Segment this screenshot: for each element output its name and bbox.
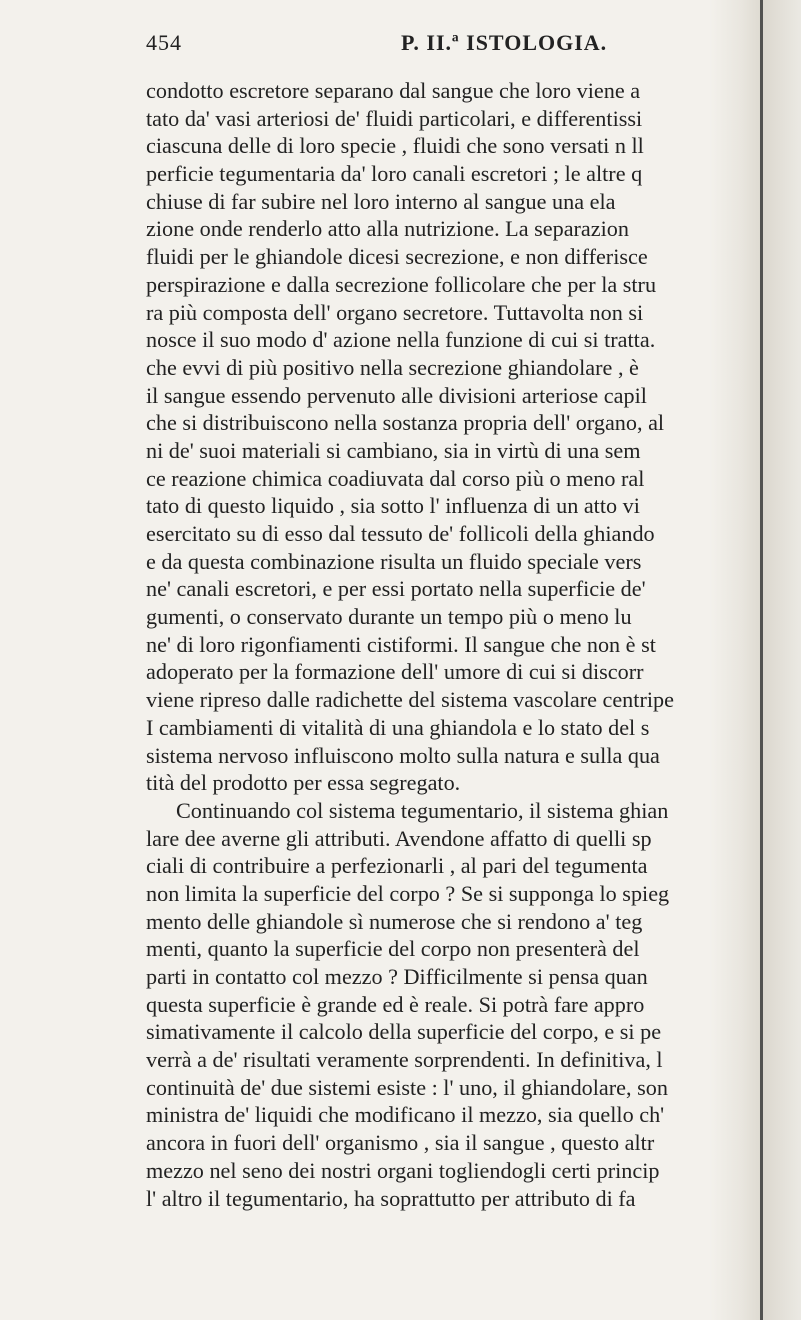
text-line: il sangue essendo pervenuto alle divisioni arteriose capil	[146, 382, 647, 408]
body-text	[146, 77, 758, 1212]
text-line: ni de' suoi materiali si cambiano, sia in virtù di una sem	[146, 437, 641, 463]
text-line: che si distribuiscono nella sostanza propria dell' organo, al	[146, 410, 665, 436]
text-line: adoperato per la formazione dell' umore di cui si discorr	[146, 659, 644, 685]
text-line: gumenti, o conservato durante un tempo più o meno lu	[146, 604, 632, 630]
text-line: verrà a de' risultati veramente sorprendenti. In definitiva, l	[146, 1047, 663, 1073]
text-line: l' altro il tegumentario, ha soprattutto per attributo di fa	[146, 1185, 636, 1211]
text-line: ciascuna delle di loro specie , fluidi che sono versati n ll	[146, 133, 644, 159]
page-header	[146, 30, 766, 64]
text-line: perspirazione e dalla secrezione follicolare che per la stru	[146, 271, 657, 297]
text-line: lare dee averne gli attributi. Avendone affatto di quelli sp	[146, 825, 652, 851]
text-line: chiuse di far subire nel loro interno al sangue una ela	[146, 188, 616, 214]
text-line: menti, quanto la superficie del corpo non presenterà del	[146, 936, 640, 962]
text-line: ministra de' liquidi che modificano il mezzo, sia quello ch'	[146, 1102, 665, 1128]
text-line: tato di questo liquido , sia sotto l' influenza di un atto vi	[146, 493, 640, 519]
text-line: Continuando col sistema tegumentario, il sistema ghian	[176, 797, 669, 823]
page-number: 454	[146, 30, 182, 55]
text-line: non limita la superficie del corpo ? Se si supponga lo spieg	[146, 880, 670, 906]
text-line: mento delle ghiandole sì numerose che si rendono a' teg	[146, 908, 643, 934]
text-line: tato da' vasi arteriosi de' fluidi particolari, e differentissi	[146, 105, 643, 131]
text-line: continuità de' due sistemi esiste : l' uno, il ghiandolare, son	[146, 1074, 668, 1100]
text-line: ne' canali escretori, e per essi portato nella superficie de'	[146, 576, 646, 602]
text-line: I cambiamenti di vitalità di una ghiandola e lo stato del s	[146, 714, 650, 740]
text-line: ce reazione chimica coadiuvata dal corso più o meno ral	[146, 465, 645, 491]
text-line: questa superficie è grande ed è reale. Si potrà fare appro	[146, 991, 645, 1017]
text-line: simativamente il calcolo della superficie del corpo, e si pe	[146, 1019, 662, 1045]
text-line: ancora in fuori dell' organismo , sia il sangue , questo altr	[146, 1130, 655, 1156]
text-line: tità del prodotto per essa segregato.	[146, 770, 461, 796]
text-line: e da questa combinazione risulta un fluido speciale vers	[146, 548, 642, 574]
text-line: che evvi di più positivo nella secrezione ghiandolare , è	[146, 354, 639, 380]
text-line: condotto escretore separano dal sangue che loro viene a	[146, 78, 641, 103]
text-line: nosce il suo modo d' azione nella funzione di cui si tratta.	[146, 327, 656, 353]
text-line: ra più composta dell' organo secretore. Tuttavolta non si	[146, 299, 644, 325]
text-line: zione onde renderlo atto alla nutrizione. La separazion	[146, 216, 629, 242]
text-line: ciali di contribuire a perfezionarli , al pari del tegumenta	[146, 853, 648, 879]
binding-fold	[760, 0, 763, 1320]
running-title: P. II.ª ISTOLOGIA.	[401, 30, 608, 55]
text-line: perficie tegumentaria da' loro canali escretori ; le altre q	[146, 161, 643, 187]
text-line: mezzo nel seno dei nostri organi togliendogli certi princip	[146, 1157, 660, 1183]
text-line: esercitato su di esso dal tessuto de' follicoli della ghiando	[146, 521, 655, 546]
text-line: viene ripreso dalle radichette del sistema vascolare centripe	[146, 687, 674, 713]
text-line: fluidi per le ghiandole dicesi secrezione, e non differisce	[146, 244, 648, 270]
text-line: sistema nervoso influiscono molto sulla natura e sulla qua	[146, 742, 660, 768]
text-line: parti in contatto col mezzo ? Difficilmente si pensa quan	[146, 964, 648, 989]
text-line: ne' di loro rigonfiamenti cistiformi. Il sangue che non è st	[146, 631, 656, 657]
